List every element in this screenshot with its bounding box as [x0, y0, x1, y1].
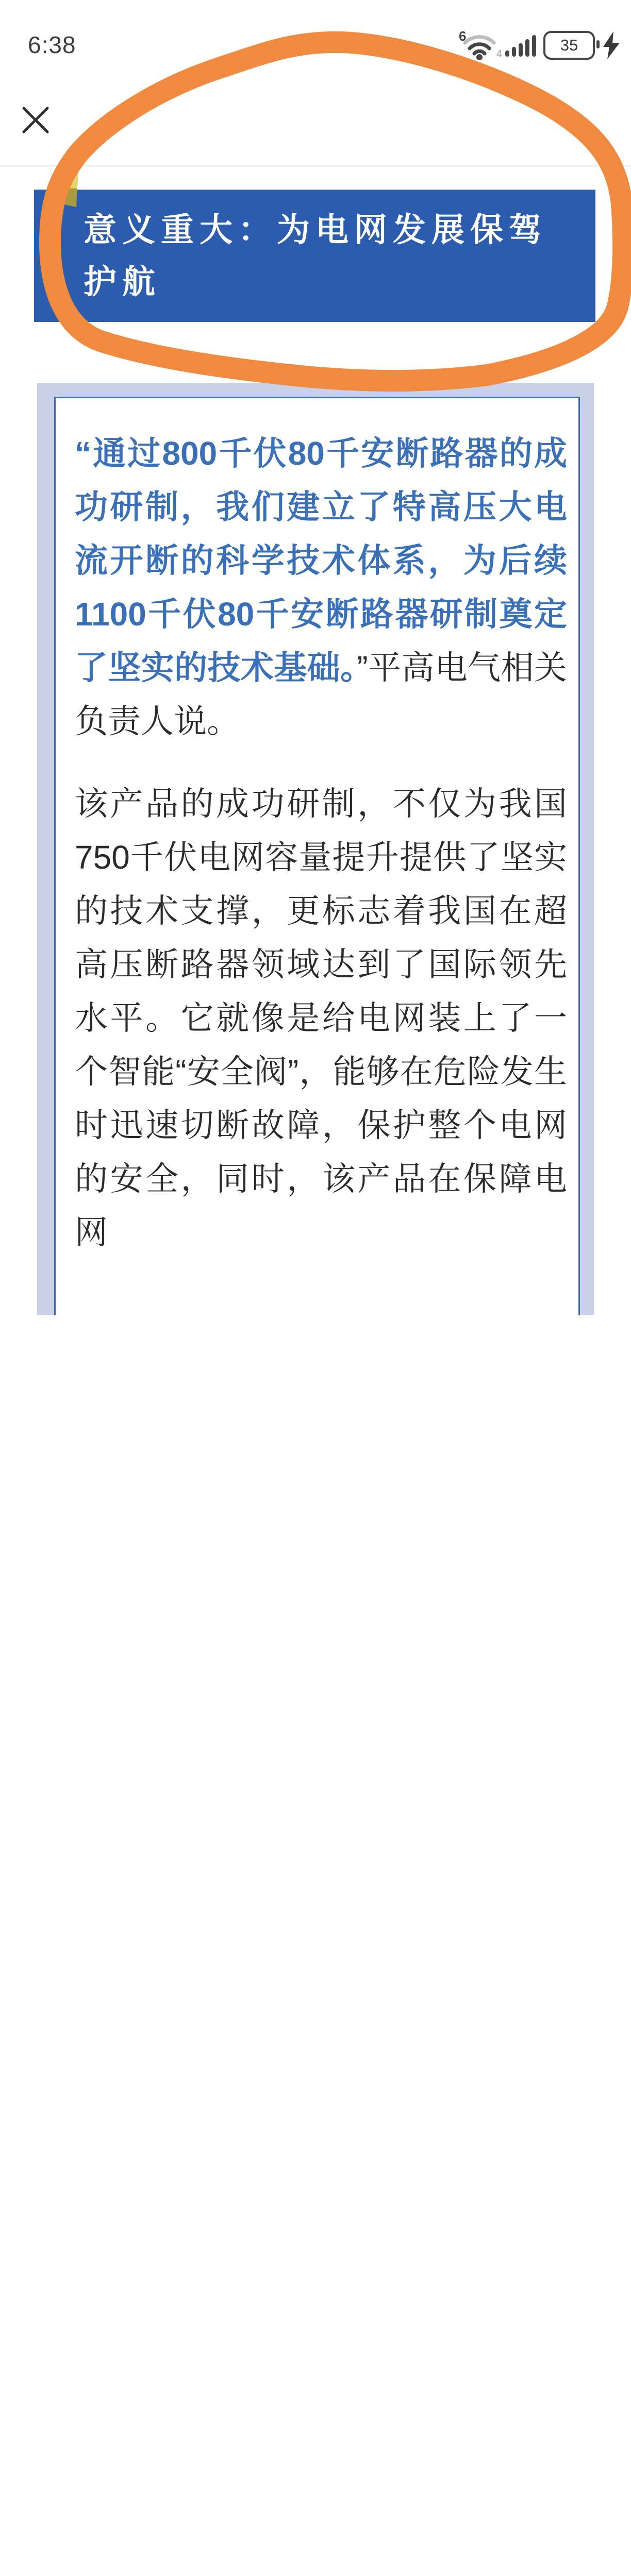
- signal-strength-icon: [505, 34, 536, 57]
- quote-highlight-text: “通过800千伏80千安断路器的成功研制，我们建立了特高压大电流开断的科学技术体系，为后续1100千伏80千安断路器研制奠定了坚实的技术基础。: [75, 435, 567, 686]
- close-button[interactable]: [20, 104, 52, 136]
- quote-paragraph: [75, 427, 567, 748]
- wifi-icon: 6 4: [459, 28, 502, 60]
- battery-percent: 35: [560, 36, 578, 54]
- quote-attribution-text: ”平高电气相关负责人说。: [75, 649, 568, 740]
- article-text-box: [54, 397, 580, 1315]
- article-headline: 意义重大：为电网发展保驾护航: [84, 211, 547, 300]
- status-bar: [0, 0, 631, 67]
- close-icon: [24, 108, 47, 132]
- header-divider: [0, 165, 631, 166]
- body-paragraph: 该产品的成功研制，不仅为我国750千伏电网容量提升提供了坚实的技术支撑，更标志着我国在超高压断路器领域达到了国际领先水平。它就像是给电网装上了一个智能“安全阀”，能够在危险发生时迅速切断故障，保护整个电网的安全，同时，该产品在保障电网: [75, 785, 567, 1251]
- bottom-toolbar: [0, 1315, 631, 1430]
- clock: 6:38: [28, 31, 76, 58]
- wifi-speed-indicator: 4: [496, 48, 502, 60]
- battery-icon: [543, 31, 595, 60]
- headline-banner: [34, 190, 595, 322]
- status-tray: [461, 30, 621, 61]
- charging-bolt-icon: [602, 31, 621, 59]
- article-scroll-area[interactable]: [37, 383, 594, 1315]
